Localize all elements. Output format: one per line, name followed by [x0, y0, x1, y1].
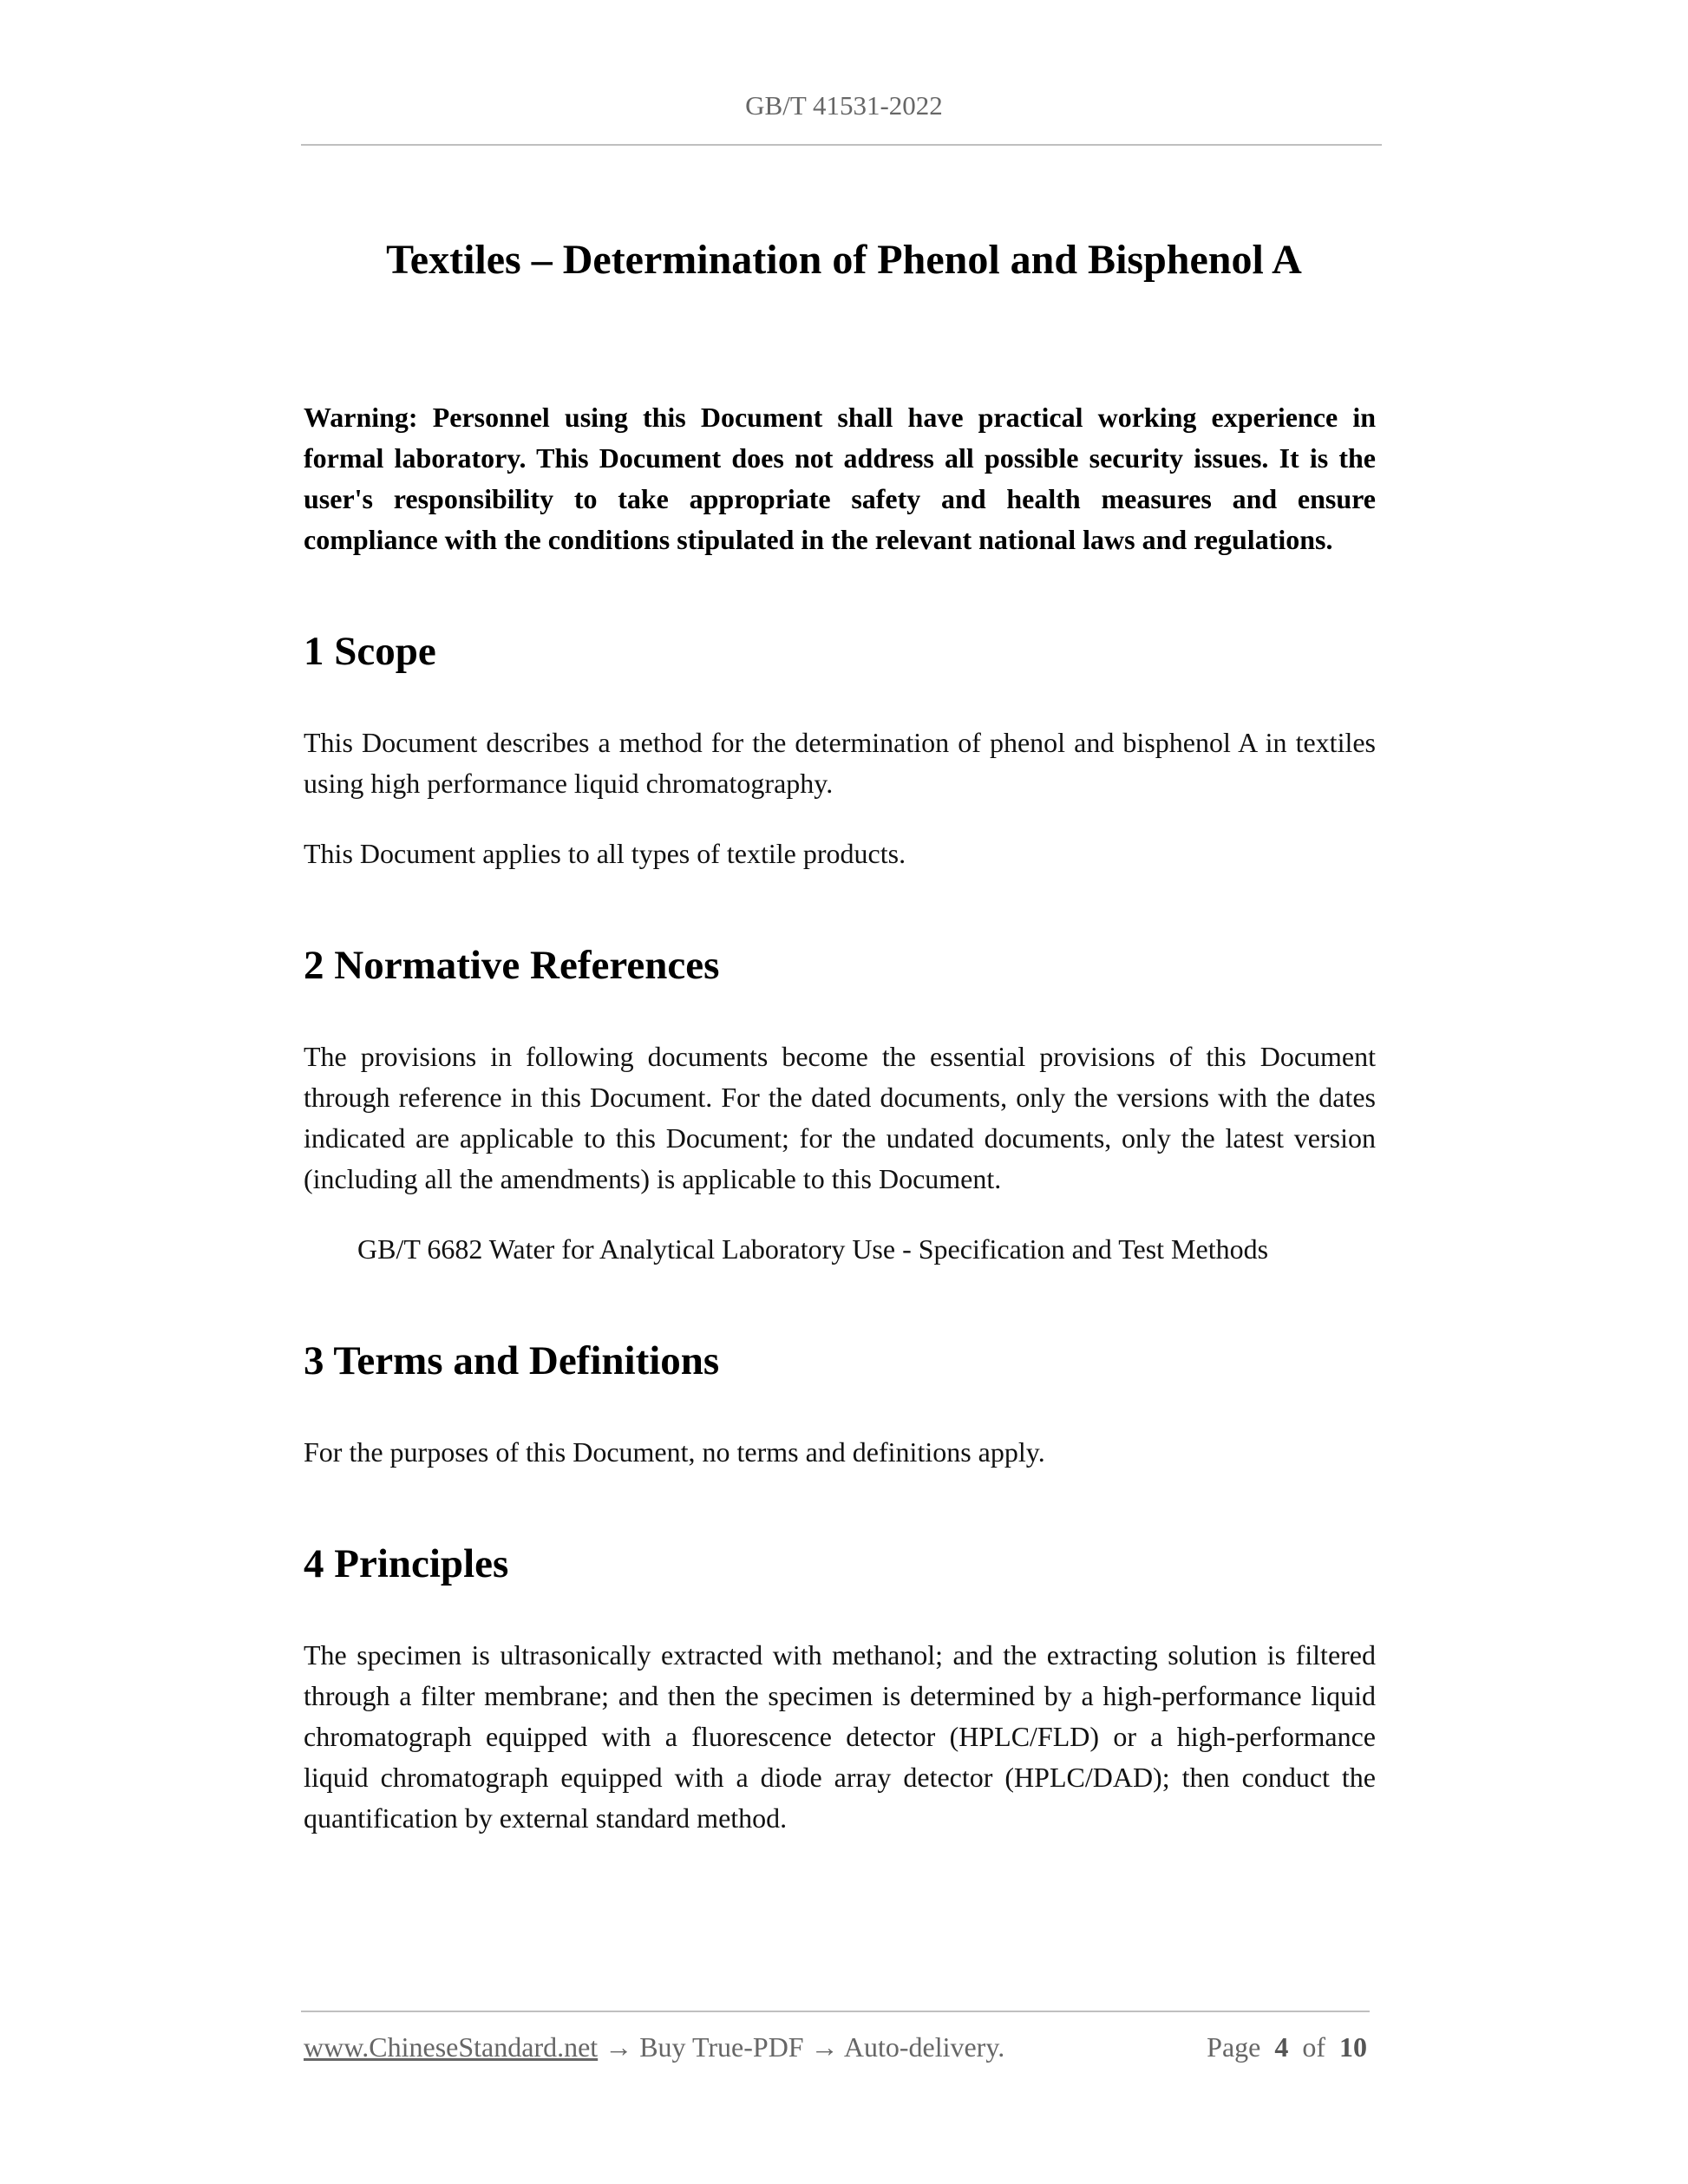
- document-body: [304, 397, 1376, 1839]
- header-divider: [301, 144, 1382, 146]
- warning-paragraph: Warning: Personnel using this Document shall have practical working experience in formal laboratory. This Document does not address all possible security issues. It is the user's responsibility to take appropriate safety and health measures and ensure compliance with the conditions stipulated in the relevant national laws and regulations.: [304, 402, 1376, 555]
- footer-divider: [301, 2011, 1370, 2012]
- scope-paragraph-2: This Document applies to all types of textile products.: [304, 838, 906, 869]
- page-label: Page: [1207, 2031, 1261, 2063]
- arrow-right-icon: →: [810, 2031, 839, 2063]
- principles-paragraph: The specimen is ultrasonically extracted with methanol; and the extracting solution is filtered through a filter membrane; and then the specimen is determined by a high-performance liquid chromatograph equipped with a fluorescence detector (HPLC/FLD) or a high-performance liquid chromatograph equipped with a diode array detector (HPLC/DAD); then conduct the quantification by external standard method.: [304, 1639, 1376, 1834]
- buy-true-pdf-text: Buy True-PDF: [639, 2031, 804, 2063]
- section-heading-terms: 3 Terms and Definitions: [304, 1338, 720, 1383]
- page-of-label: of: [1302, 2031, 1325, 2063]
- document-title: Textiles – Determination of Phenol and Bisphenol A: [386, 237, 1302, 284]
- normative-paragraph: The provisions in following documents become the essential provisions of this Document through reference in this Document. For the dated documents, only the versions with the dates indicated are applicable to this Document; for the undated documents, only the latest version (including all the amendments) is applicable to this Document.: [304, 1041, 1376, 1194]
- normative-reference-item: GB/T 6682 Water for Analytical Laboratory Use - Specification and Test Methods: [357, 1233, 1269, 1265]
- page-total: 10: [1339, 2031, 1367, 2063]
- terms-paragraph: For the purposes of this Document, no terms and definitions apply.: [304, 1436, 1045, 1468]
- chinesestandard-link[interactable]: www.ChineseStandard.net: [304, 2031, 599, 2063]
- section-heading-normative-references: 2 Normative References: [304, 943, 720, 988]
- section-heading-principles: 4 Principles: [304, 1541, 509, 1586]
- auto-delivery-text: Auto-delivery.: [843, 2031, 1005, 2063]
- section-heading-scope: 1 Scope: [304, 629, 436, 674]
- footer-promo: [304, 2031, 1004, 2063]
- arrow-right-icon: →: [605, 2031, 633, 2063]
- document-code-header: GB/T 41531-2022: [745, 90, 943, 121]
- page-current: 4: [1274, 2031, 1289, 2063]
- scope-paragraph-1: This Document describes a method for the determination of phenol and bisphenol A in textiles using high performance liquid chromatography.: [304, 727, 1376, 799]
- page-number: [1207, 2031, 1367, 2063]
